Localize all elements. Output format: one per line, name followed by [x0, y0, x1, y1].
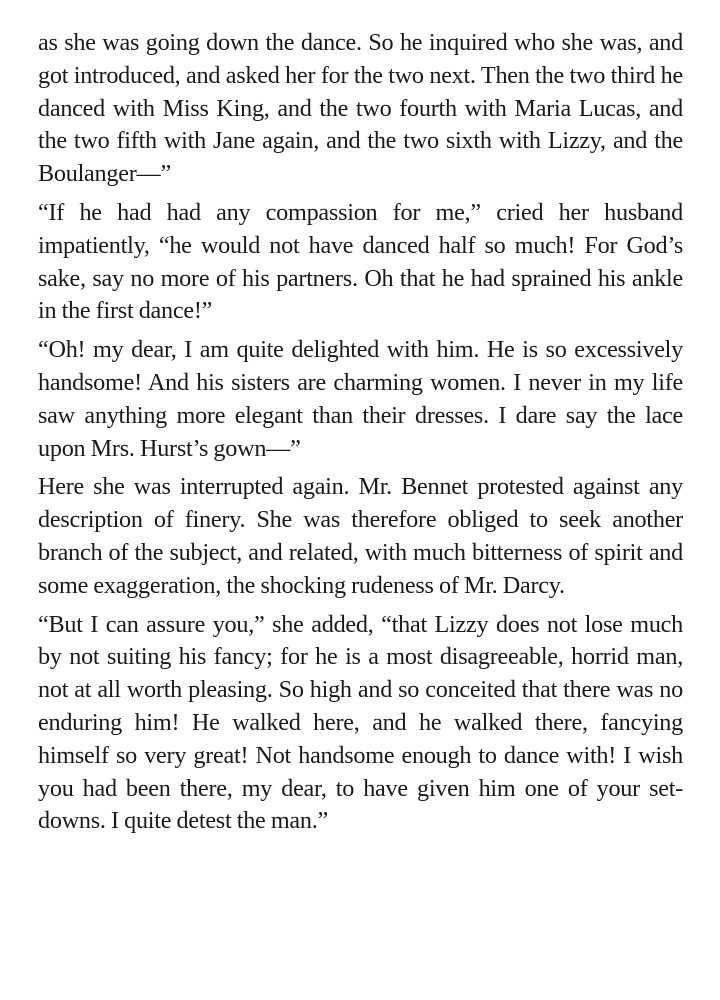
paragraph-5: “But I can assure you,” she added, “that Lizzy does not lose much by not suiting his fancy; for he is a most disagreeable, horrid man, not at all worth pleasing. So high and so conceited that there was no enduring him! He walked here, and he walked there, fancying himself so very great! Not handsome enough to dance with! I wish you had been there, my dear, to have given him one of your set-downs. I quite detest the man.”: [38, 610, 683, 835]
paragraph-2: “If he had had any compassion for me,” cried her husband impatiently, “he would not have danced half so much! For God’s sake, say no more of his partners. Oh that he had sprained his ankle in the first dance!”: [38, 198, 683, 325]
paragraph-1: as she was going down the dance. So he inquired who she was, and got introduced, and asked her for the two next. Then the two third he danced with Miss King, and the two fourth with Maria Lucas, and the two fifth with Jane again, and the two sixth with Lizzy, and the Boulanger—”: [38, 29, 683, 188]
paragraph-4: Here she was interrupted again. Mr. Bennet protested against any description of finery. She was therefore obliged to seek another branch of the subject, and related, with much bitterness of spirit and some exaggeration, the shocking rudeness of Mr. Darcy.: [38, 473, 683, 599]
paragraph-3: “Oh! my dear, I am quite delighted with him. He is so excessively handsome! And his sisters are charming women. I never in my life saw anything more elegant than their dresses. I dare say the lace upon Mrs. Hurst’s gown—”: [38, 336, 683, 462]
book-page: [38, 27, 683, 844]
